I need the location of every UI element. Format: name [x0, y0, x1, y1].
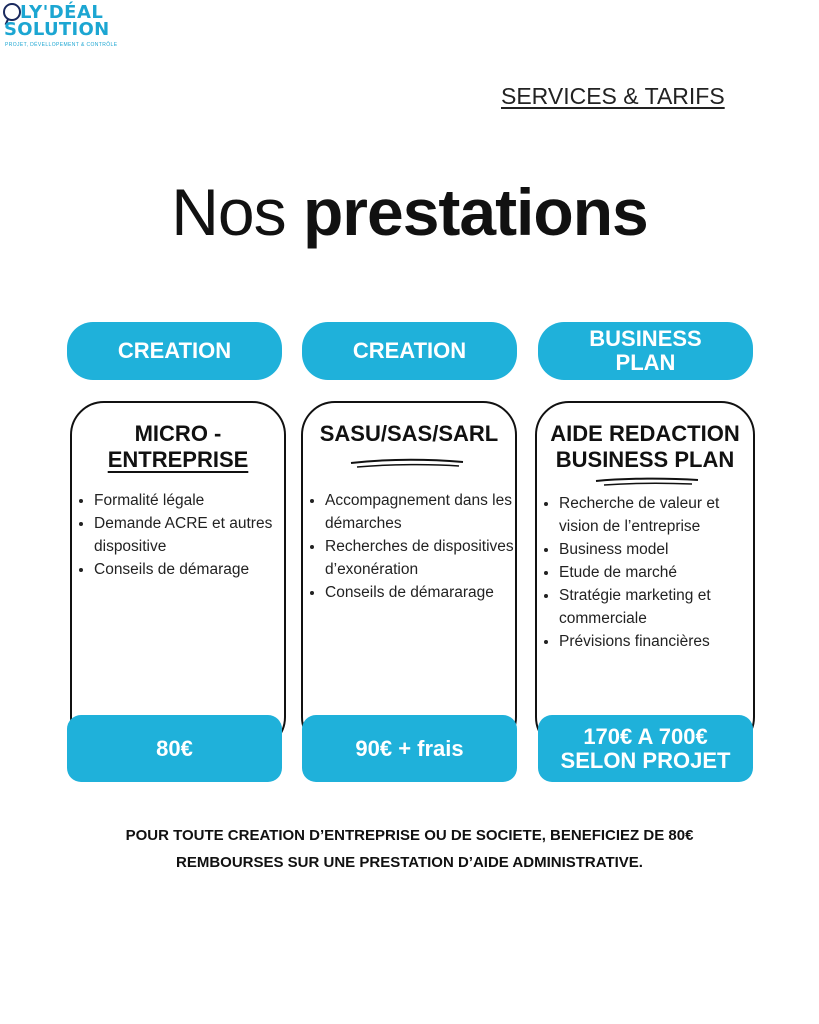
list-item: • Demande ACRE et autres dispositive	[94, 512, 284, 558]
list-item: • Conseils de démararage	[325, 581, 521, 604]
card-feature-list	[537, 492, 755, 653]
company-logo	[4, 2, 136, 54]
card-micro-entreprise	[70, 401, 286, 751]
card-feature-list	[72, 489, 284, 581]
logo-tagline: PROJET, DÉVELLOPEMENT & CONTRÔLE	[5, 42, 118, 48]
category-pill-creation-2: CREATION	[302, 322, 517, 380]
logo-line1: LY'DÉAL	[20, 2, 104, 23]
card-title: AIDE REDACTION BUSINESS PLAN	[550, 421, 740, 472]
list-item: • Stratégie marketing et commerciale	[559, 584, 755, 630]
card-title: SASU/SAS/SARL	[319, 421, 499, 446]
card-business-plan	[535, 401, 755, 751]
price-pill-micro: 80€	[67, 715, 282, 782]
list-item: • Prévisions financières	[559, 630, 755, 653]
list-item: • Accompagnement dans les démarches	[325, 489, 521, 535]
price-pill-business-plan: 170€ A 700€ SELON PROJET	[538, 715, 753, 782]
price-pill-sasu: 90€ + frais	[302, 715, 517, 782]
footer-note: POUR TOUTE CREATION D’ENTREPRISE OU DE SOCIETE, BENEFICIEZ DE 80€ REMBOURSES SUR UNE PRESTATION D’AIDE ADMINISTRATIVE.	[125, 827, 694, 871]
list-item: • Conseils de démarage	[94, 558, 284, 581]
list-item: • Recherches de dispositives d’exonération	[325, 535, 521, 581]
category-pill-creation-1: CREATION	[67, 322, 282, 380]
card-title: MICRO - ENTREPRISE	[107, 421, 249, 472]
category-pill-business-plan: BUSINESS PLAN	[538, 322, 753, 380]
logo-line2: SOLUTION	[4, 19, 110, 40]
services-tarifs-link[interactable]: SERVICES & TARIFS	[501, 83, 725, 109]
page-title	[0, 174, 819, 250]
list-item: • Formalité légale	[94, 489, 284, 512]
list-item: • Recherche de valeur et vision de l’entreprise	[559, 492, 755, 538]
list-item: • Business model	[559, 538, 755, 561]
list-item: • Etude de marché	[559, 561, 755, 584]
underline-squiggle	[592, 476, 702, 488]
card-sasu-sas-sarl	[301, 401, 517, 751]
title-light: Nos	[171, 175, 286, 249]
title-bold: prestations	[302, 175, 648, 249]
card-feature-list	[303, 489, 521, 604]
underline-squiggle	[347, 457, 467, 471]
